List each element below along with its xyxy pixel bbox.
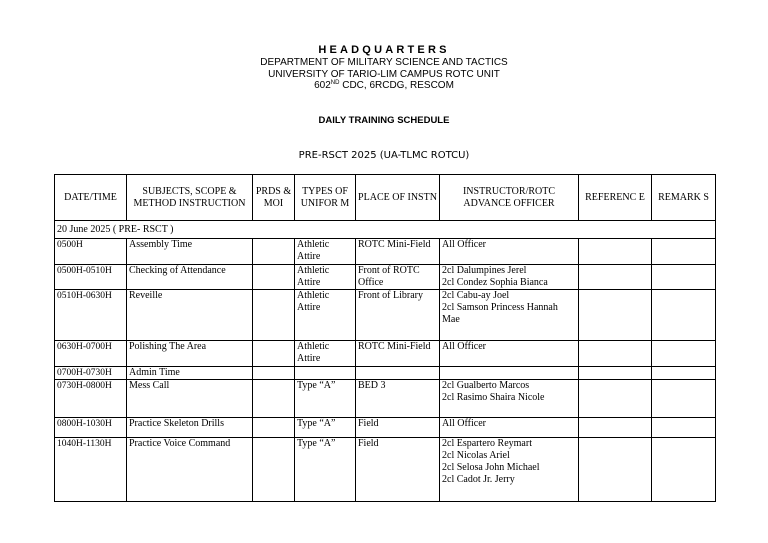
table-row [55,418,716,438]
instructor-name: All Officer [442,341,486,352]
reference-cell [579,290,652,341]
place-cell [356,367,440,380]
place-cell: Field [356,438,440,502]
table-row [55,341,716,367]
instructor-name: 2cl Espartero Reymart [442,438,532,449]
remarks-cell [652,418,716,438]
training-schedule-table [54,174,716,502]
remarks-cell [652,341,716,367]
subject-cell: Checking of Attendance [127,265,253,290]
remarks-cell [652,438,716,502]
headquarters-heading: HEADQUARTERS [318,44,450,56]
place-cell: Front of ROTC Office [356,265,440,290]
instructor-cell [440,341,579,367]
col-header-place: PLACE OF INSTN [356,175,440,221]
instructor-cell [440,239,579,265]
reference-cell [579,265,652,290]
table-row [55,380,716,418]
col-header-remarks: REMARK S [652,175,716,221]
instructor-cell [440,367,579,380]
col-header-instructor: INSTRUCTOR/ROTC ADVANCE OFFICER [440,175,579,221]
prds-moi-cell [253,265,295,290]
subject-cell: Mess Call [127,380,253,418]
time-cell: 0730H-0800H [55,380,127,418]
subject-cell: Reveille [127,290,253,341]
remarks-cell [652,290,716,341]
place-cell: BED 3 [356,380,440,418]
instructor-name: All Officer [442,418,486,429]
reference-cell [579,418,652,438]
instructor-cell [440,380,579,418]
table-row [55,239,716,265]
university-line: UNIVERSITY OF TARIO-LIM CAMPUS ROTC UNIT [268,69,500,80]
instructor-name: 2cl Selosa John Michael [442,462,540,473]
instructor-name: 2cl Dalumpines Jerel [442,265,527,276]
reference-cell [579,367,652,380]
date-row [55,221,716,239]
subject-cell: Practice Skeleton Drills [127,418,253,438]
prds-moi-cell [253,438,295,502]
remarks-cell [652,239,716,265]
uniform-cell: Athletic Attire [295,239,356,265]
instructor-name: 2cl Condez Sophia Bianca [442,277,548,288]
subject-cell: Admin Time [127,367,253,380]
table-row [55,290,716,341]
place-cell: Front of Library [356,290,440,341]
subject-cell: Assembly Time [127,239,253,265]
document-subtitle: PRE-RSCT 2025 (UA-TLMC ROTCU) [298,150,470,161]
time-cell: 0500H [55,239,127,265]
table-header-row [55,175,716,221]
table-row [55,265,716,290]
time-cell: 1040H-1130H [55,438,127,502]
schedule-date: 20 June 2025 ( PRE- RSCT ) [55,221,716,239]
place-cell: ROTC Mini-Field [356,341,440,367]
uniform-cell: Type “A” [295,438,356,502]
uniform-cell: Type “A” [295,418,356,438]
instructor-cell [440,265,579,290]
prds-moi-cell [253,380,295,418]
instructor-name: 2cl Nicolas Ariel [442,450,510,461]
instructor-cell [440,438,579,502]
uniform-cell: Athletic Attire [295,290,356,341]
remarks-cell [652,265,716,290]
time-cell: 0630H-0700H [55,341,127,367]
col-header-reference: REFERENC E [579,175,652,221]
prds-moi-cell [253,418,295,438]
remarks-cell [652,380,716,418]
reference-cell [579,239,652,265]
prds-moi-cell [253,341,295,367]
reference-cell [579,380,652,418]
reference-cell [579,341,652,367]
subject-cell: Practice Voice Command [127,438,253,502]
prds-moi-cell [253,239,295,265]
unit-designation: CDC, 6RCDG, RESCOM [339,80,454,91]
uniform-cell: Type “A” [295,380,356,418]
col-header-date-time: DATE/TIME [55,175,127,221]
instructor-name: 2cl Gualberto Marcos [442,380,530,391]
subject-cell: Polishing The Area [127,341,253,367]
table-row [55,367,716,380]
instructor-name: 2cl Cadot Jr. Jerry [442,474,515,485]
col-header-subjects: SUBJECTS, SCOPE & METHOD INSTRUCTION [127,175,253,221]
place-cell: ROTC Mini-Field [356,239,440,265]
instructor-name: 2cl Cabu-ay Joel [442,290,510,301]
col-header-prds-moi: PRDS & MOI [253,175,295,221]
instructor-cell [440,290,579,341]
unit-ordinal: ND [330,80,340,86]
reference-cell [579,438,652,502]
time-cell: 0800H-1030H [55,418,127,438]
prds-moi-cell [253,367,295,380]
uniform-cell: Athletic Attire [295,341,356,367]
prds-moi-cell [253,290,295,341]
table-row [55,438,716,502]
instructor-name: 2cl Samson Princess Hannah Mae [442,302,558,325]
instructor-name: 2cl Rasimo Shaira Nicole [442,392,545,403]
col-header-uniform: TYPES OF UNIFOR M [295,175,356,221]
uniform-cell: Athletic Attire [295,265,356,290]
time-cell: 0700H-0730H [55,367,127,380]
unit-line [0,80,768,91]
instructor-name: All Officer [442,239,486,250]
time-cell: 0500H-0510H [55,265,127,290]
unit-number: 602 [314,80,331,91]
instructor-cell [440,418,579,438]
time-cell: 0510H-0630H [55,290,127,341]
document-title: DAILY TRAINING SCHEDULE [318,115,450,126]
department-line: DEPARTMENT OF MILITARY SCIENCE AND TACTICS [260,57,508,68]
place-cell: Field [356,418,440,438]
uniform-cell [295,367,356,380]
remarks-cell [652,367,716,380]
